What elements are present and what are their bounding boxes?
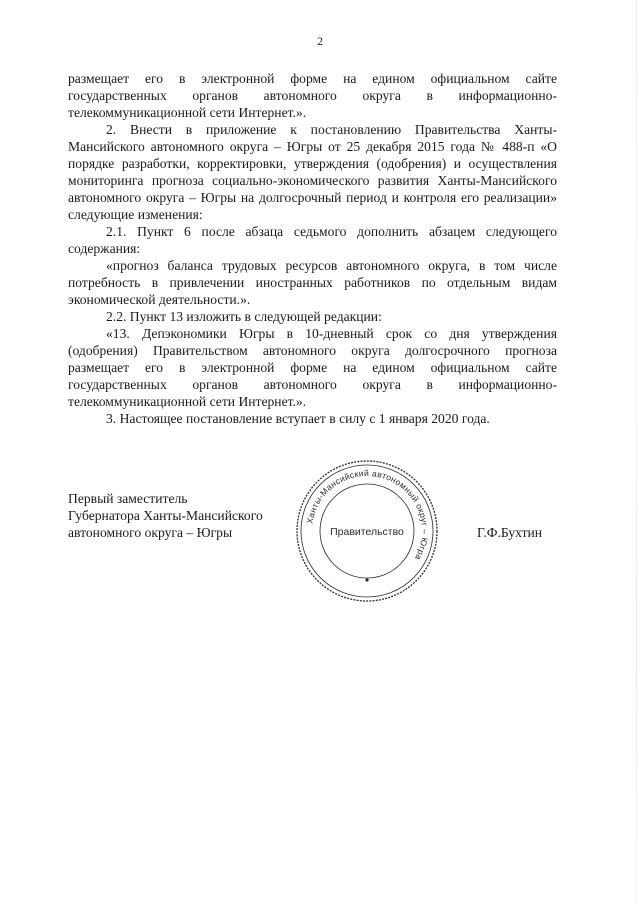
scan-edge-mark <box>636 0 637 905</box>
paragraph-quote-forecast: «прогноз баланса трудовых ресурсов автономного округа, в том числе потребность в привлечении иностранных работников по отдельным видам экономической деятельности.». <box>68 258 557 307</box>
signer-name: Г.Ф.Бухтин <box>477 525 543 540</box>
seal-dot <box>365 578 368 581</box>
official-seal <box>294 458 440 604</box>
signer-title <box>68 490 263 541</box>
signer-title-line: Первый заместитель <box>68 491 188 506</box>
signer-title-line: Губернатора Ханты-Мансийского <box>68 508 263 523</box>
paragraph-item-2-2: 2.2. Пункт 13 изложить в следующей редакции: <box>106 309 382 324</box>
seal-ring-text: Ханты-Мансийский автономный округ – Югра <box>304 467 431 563</box>
paragraph-item-3: 3. Настоящее постановление вступает в силу с 1 января 2020 года. <box>106 411 490 426</box>
signer-title-line: автономного округа – Югры <box>68 525 233 540</box>
paragraph-item-2-1: 2.1. Пункт 6 после абзаца седьмого дополнить абзацем следующего содержания: <box>68 224 557 256</box>
paragraph-item-2: 2. Внести в приложение к постановлению Правительства Ханты-Мансийского автономного округа – Югры от 25 декабря 2015 года № 488-п «О порядке разработки, корректировки, утверждения (одобрения) и осуществления мониторинга прогноза социально-экономического развития Ханты-Мансийского автономного округа – Югры на долгосрочный период и контроля его реализации» следующие изменения: <box>68 122 557 222</box>
paragraph-continuation: размещает его в электронной форме на едином официальном сайте государственных органов автономного округа в информационно-телекоммуникационной сети Интернет.». <box>68 71 557 120</box>
seal-center-text: Правительство <box>330 526 404 538</box>
document-body <box>68 70 557 427</box>
page-number: 2 <box>317 34 323 48</box>
paragraph-quote-item-13: «13. Депэкономики Югры в 10-дневный срок со дня утверждения (одобрения) Правительством автономного округа долгосрочного прогноза размещает его в электронной форме на едином официальном сайте государственных органов автономного округа в информационно-телекоммуникационной сети Интернет.». <box>68 326 557 409</box>
